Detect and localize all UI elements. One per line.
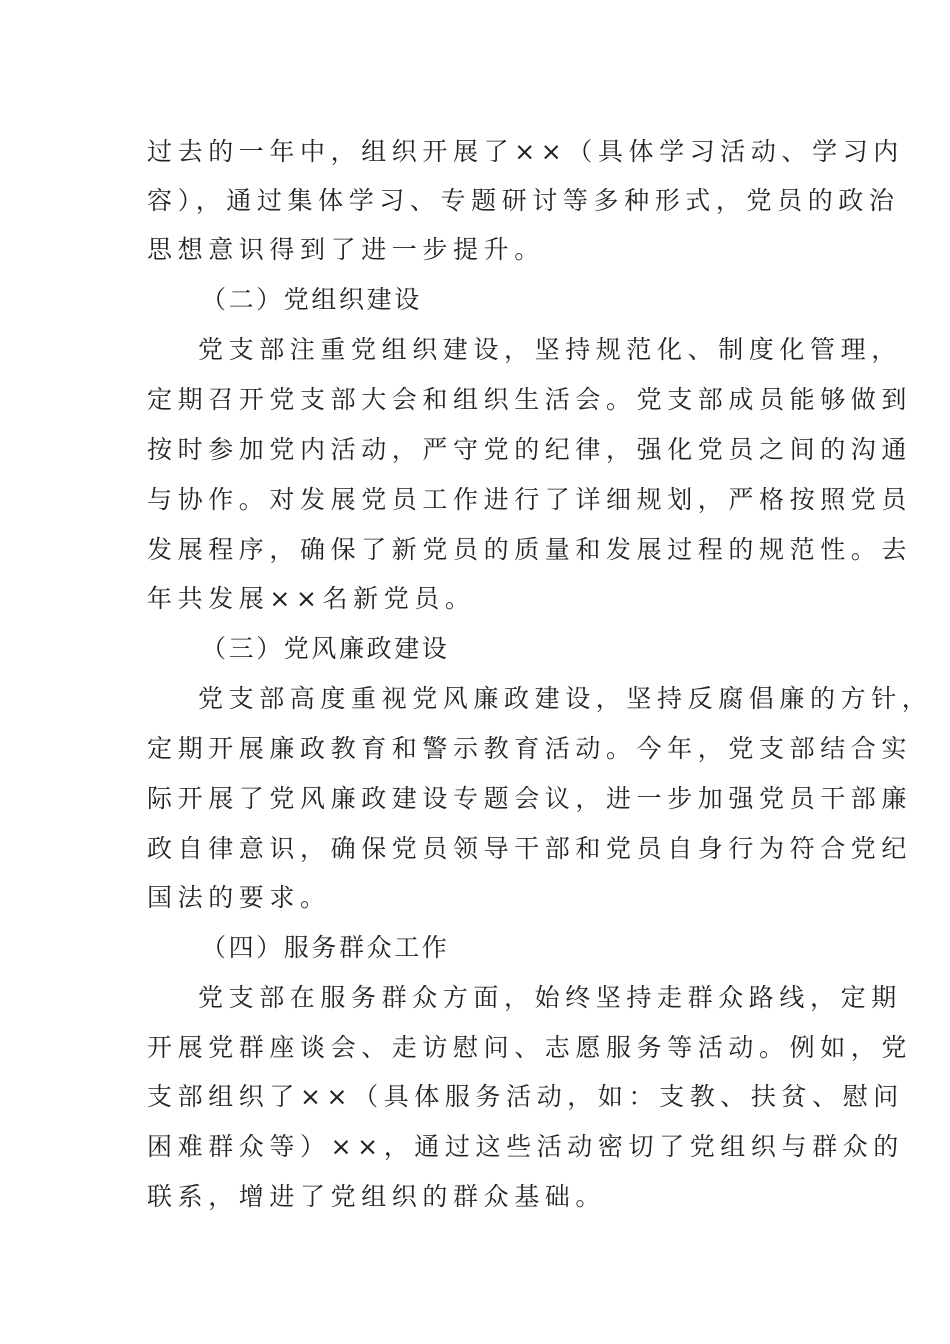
- section-heading: （三）党风廉政建设: [201, 634, 450, 663]
- body-line: 开展党群座谈会、走访慰问、志愿服务等活动。例如，党: [147, 1033, 913, 1062]
- body-line: 按时参加党内活动，严守党的纪律，强化党员之间的沟通: [147, 435, 913, 464]
- body-line: 发展程序，确保了新党员的质量和发展过程的规范性。去: [147, 535, 913, 564]
- body-line: 与协作。对发展党员工作进行了详细规划，严格按照党员: [147, 485, 913, 514]
- body-line: 定期召开党支部大会和组织生活会。党支部成员能够做到: [147, 385, 913, 414]
- body-line: 联系，增进了党组织的群众基础。: [147, 1182, 607, 1211]
- body-line: 容），通过集体学习、专题研讨等多种形式，党员的政治: [147, 186, 900, 215]
- body-line: 过去的一年中，组织开展了××（具体学习活动、学习内: [147, 137, 904, 166]
- body-line: 定期开展廉政教育和警示教育活动。今年，党支部结合实: [147, 734, 913, 763]
- body-line: 支部组织了××（具体服务活动，如：支教、扶贫、慰问: [147, 1082, 904, 1111]
- body-line: 年共发展××名新党员。: [147, 584, 476, 613]
- section-heading: （二）党组织建设: [201, 285, 422, 314]
- section-heading: （四）服务群众工作: [201, 933, 450, 962]
- body-line: 思想意识得到了进一步提升。: [147, 235, 545, 264]
- body-line: 国法的要求。: [147, 883, 331, 912]
- body-line: 党支部在服务群众方面，始终坚持走群众路线，定期: [198, 983, 902, 1012]
- body-line: 困难群众等）××，通过这些活动密切了党组织与群众的: [147, 1132, 904, 1161]
- body-line: 党支部高度重视党风廉政建设，坚持反腐倡廉的方针，: [198, 684, 933, 713]
- body-line: 际开展了党风廉政建设专题会议，进一步加强党员干部廉: [147, 784, 913, 813]
- body-line: 政自律意识，确保党员领导干部和党员自身行为符合党纪: [147, 834, 913, 863]
- body-line: 党支部注重党组织建设，坚持规范化、制度化管理，: [198, 335, 902, 364]
